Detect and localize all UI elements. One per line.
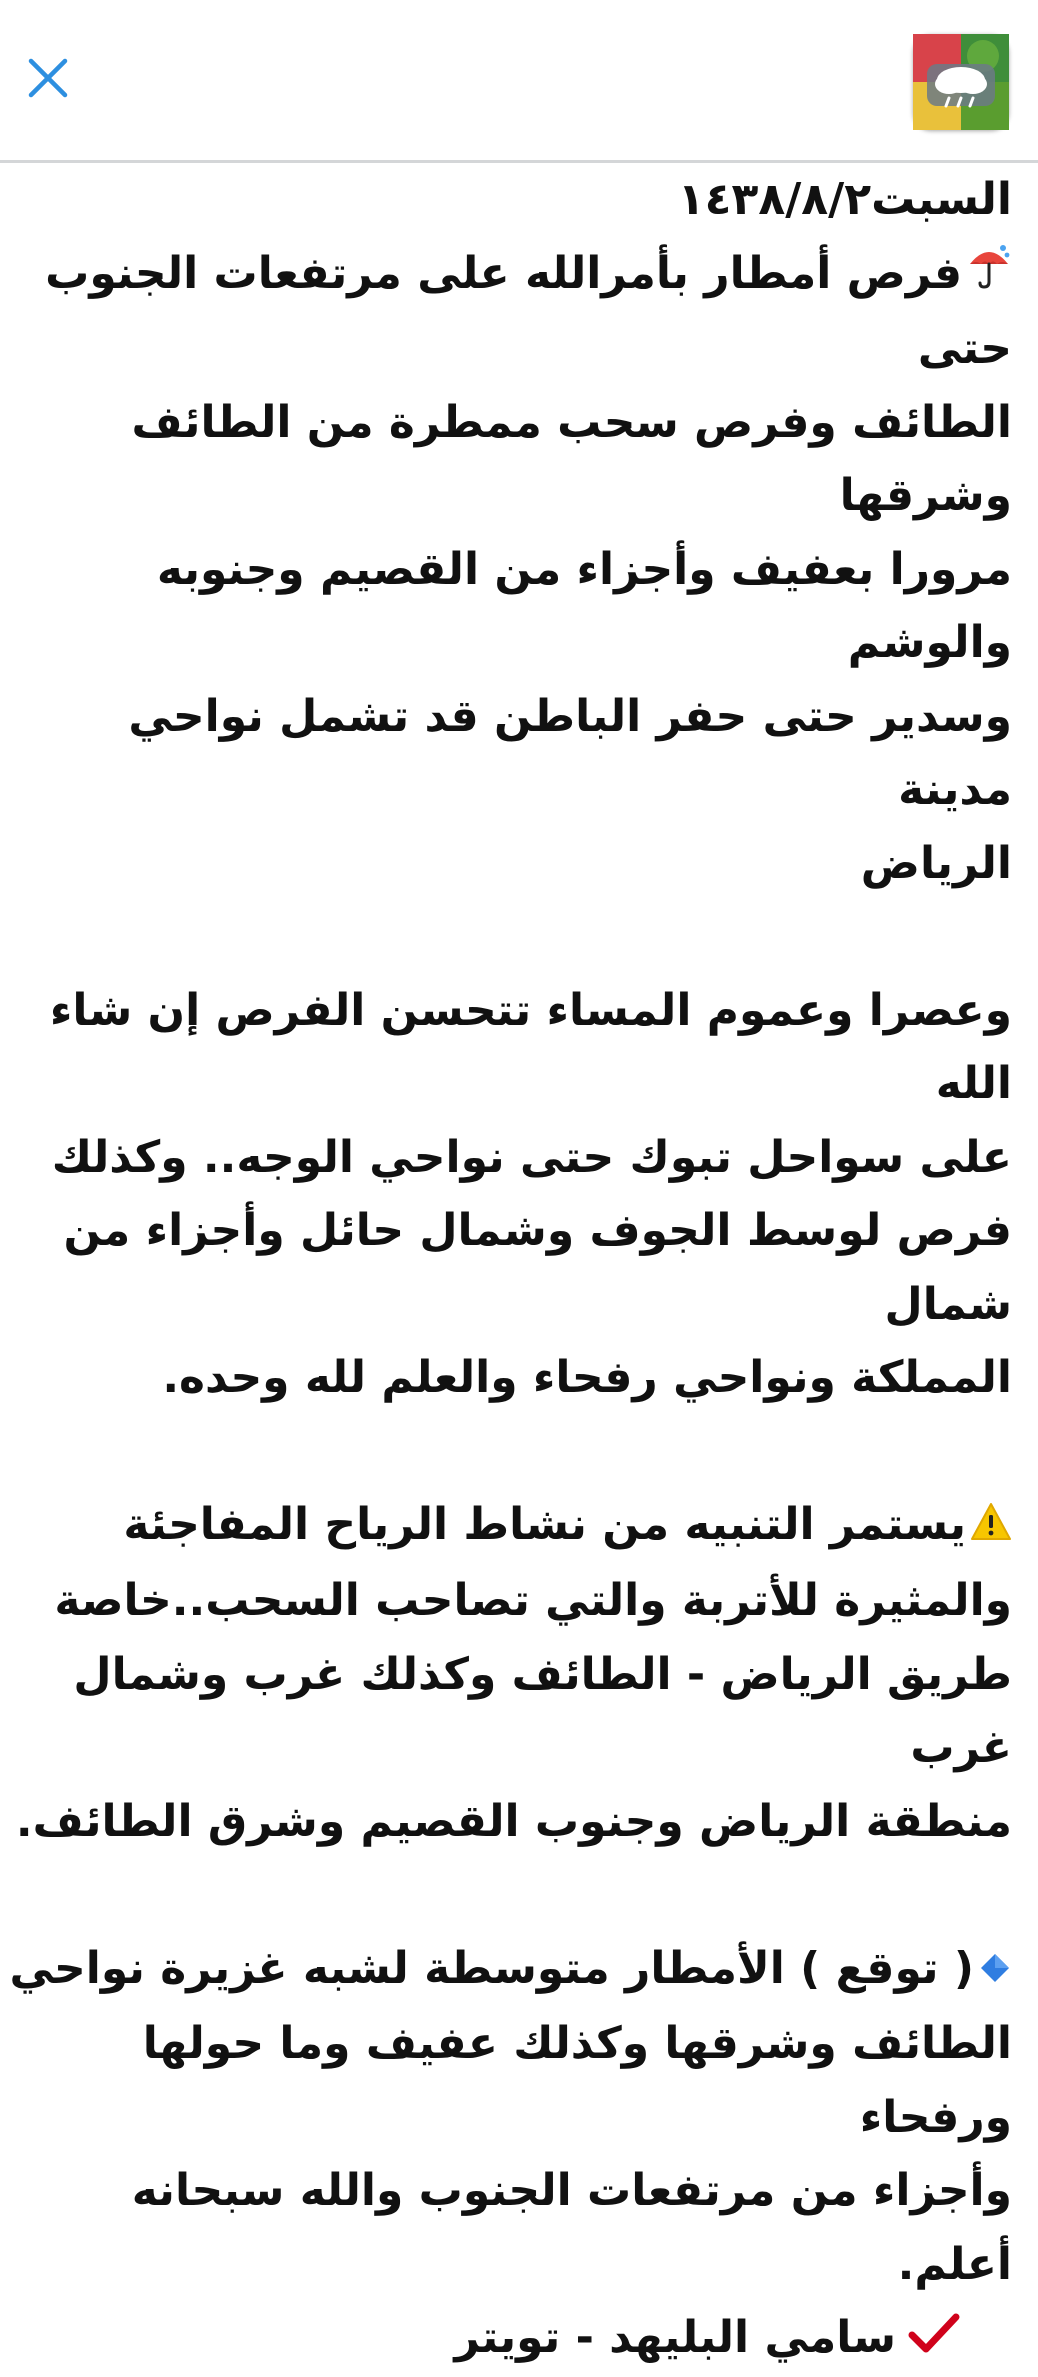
app-header — [0, 0, 1038, 163]
para1-line3: مرورا بعفيف وأجزاء من القصيم وجنوبه والوشم — [6, 533, 1012, 680]
signature-line — [6, 2301, 1012, 2377]
post-content — [0, 163, 1038, 1671]
warning-sign-icon — [970, 1491, 1012, 1565]
para2-line4: المملكة ونواحي رفحاء والعلم لله وحده. — [6, 1341, 1012, 1415]
para2-line1: وعصرا وعموم المساء تتحسن الفرص إن شاء الله — [6, 974, 1012, 1121]
para2-line2: على سواحل تبوك حتى نواحي الوجه.. وكذلك — [6, 1121, 1012, 1195]
close-icon[interactable] — [26, 56, 70, 100]
para2-line3: فرص لوسط الجوف وشمال حائل وأجزاء من شمال — [6, 1194, 1012, 1341]
blue-diamond-icon — [978, 1934, 1012, 2008]
para3-line4: منطقة الرياض وجنوب القصيم وشرق الطائف. — [6, 1785, 1012, 1859]
red-check-mark-icon — [908, 2304, 960, 2377]
para4-line2: الطائف وشرقها وكذلك عفيف وما حولها ورفحاء — [6, 2007, 1012, 2154]
para3-line1: يستمر التنبيه من نشاط الرياح المفاجئة — [6, 1488, 1012, 1564]
close-button[interactable] — [20, 50, 76, 106]
paragraph-spacer — [6, 1858, 1012, 1932]
para4-line1: ( توقع ) الأمطار متوسطة لشبه غزيرة نواحي — [6, 1932, 1012, 2008]
para1-line4: وسدير حتى حفر الباطن قد تشمل نواحي مدينة — [6, 680, 1012, 827]
signature-text: سامي البليهد - تويتر — [454, 2312, 896, 2363]
weather-app-icon[interactable] — [913, 34, 1009, 130]
date-line: السبت١٤٣٨/٨/٢ — [6, 163, 1012, 237]
paragraph-spacer — [6, 1415, 1012, 1489]
para4-line3: وأجزاء من مرتفعات الجنوب والله سبحانه أعلم. — [6, 2154, 1012, 2301]
para1-line2: الطائف وفرص سحب ممطرة من الطائف وشرقها — [6, 386, 1012, 533]
para3-line3: طريق الرياض - الطائف وكذلك غرب وشمال غرب — [6, 1638, 1012, 1785]
post-text — [6, 163, 1012, 2377]
para1-line5: الرياض — [6, 827, 1012, 901]
para3-line2: والمثيرة للأتربة والتي تصاحب السحب..خاصة — [6, 1564, 1012, 1638]
umbrella-rain-icon — [966, 239, 1012, 313]
paragraph-spacer — [6, 900, 1012, 974]
para1-line1: فرص أمطار بأمرالله على مرتفعات الجنوب حتى — [6, 237, 1012, 386]
